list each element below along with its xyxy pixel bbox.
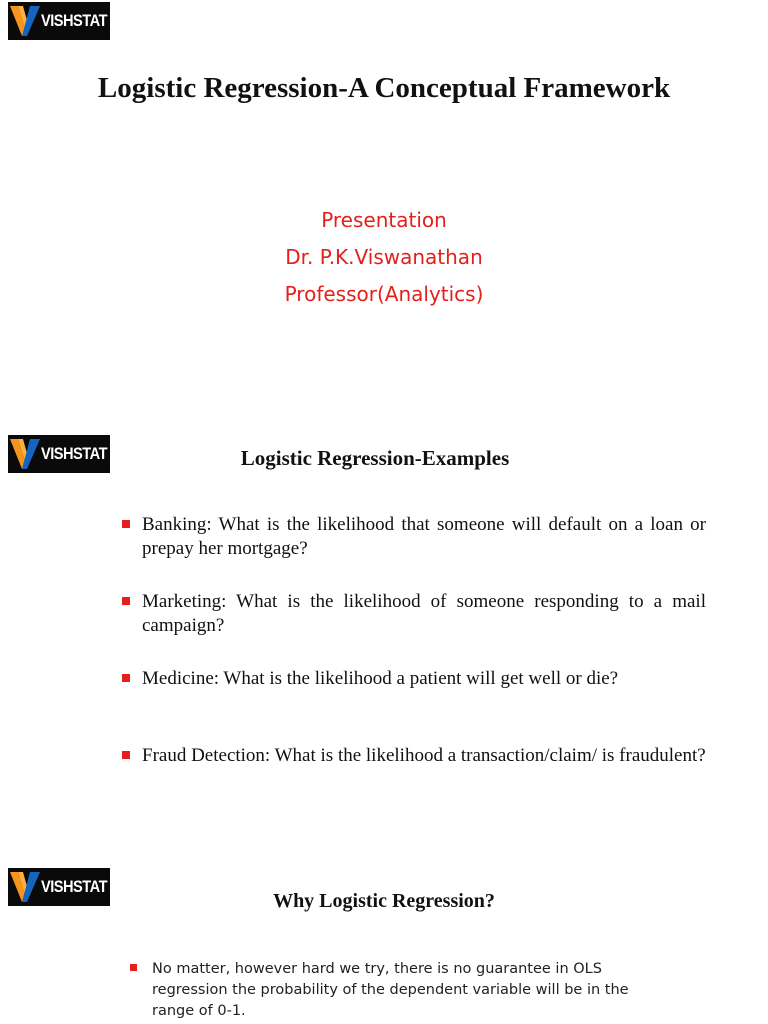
- bullet-text: No matter, however hard we try, there is no guarantee in OLS regression the probability of the dependent variable will be in the range of 0-1.: [152, 961, 629, 1019]
- subtitle-role: Professor(Analytics): [284, 282, 484, 306]
- bullet-item: [122, 667, 706, 691]
- bullet-item: [122, 513, 706, 561]
- bullet-square-icon: [122, 597, 130, 605]
- bullet-text: Fraud Detection: What is the likelihood a transaction/claim/ is fraudulent?: [142, 745, 706, 766]
- subtitle-presentation: Presentation: [321, 208, 447, 232]
- slide-heading: Why Logistic Regression?: [273, 890, 495, 912]
- logo-text: VISHSTAT: [41, 444, 108, 463]
- slide-title: [0, 0, 768, 408]
- bullet-item: [130, 959, 650, 1022]
- slide-heading: Logistic Regression-Examples: [240, 446, 510, 470]
- vishstat-logo: [8, 2, 110, 40]
- bullet-square-icon: [130, 964, 137, 971]
- subtitle-author: Dr. P.K.Viswanathan: [285, 245, 483, 269]
- slide-why: [0, 818, 768, 1024]
- slide-examples: [0, 408, 768, 818]
- logo-text: VISHSTAT: [41, 877, 108, 896]
- v-logo-icon: [8, 2, 42, 40]
- presentation-title: Logistic Regression-A Conceptual Framework: [97, 72, 671, 104]
- bullet-text: Marketing: What is the likelihood of someone responding to a mail campaign?: [142, 591, 706, 636]
- bullet-square-icon: [122, 674, 130, 682]
- logo-text: VISHSTAT: [41, 11, 108, 30]
- bullet-square-icon: [122, 520, 130, 528]
- bullet-text: Banking: What is the likelihood that someone will default on a loan or prepay her mortgage?: [142, 514, 706, 559]
- bullet-item: [122, 744, 706, 768]
- bullet-text: Medicine: What is the likelihood a patient will get well or die?: [142, 668, 619, 689]
- bullet-item: [122, 590, 706, 638]
- bullet-square-icon: [122, 751, 130, 759]
